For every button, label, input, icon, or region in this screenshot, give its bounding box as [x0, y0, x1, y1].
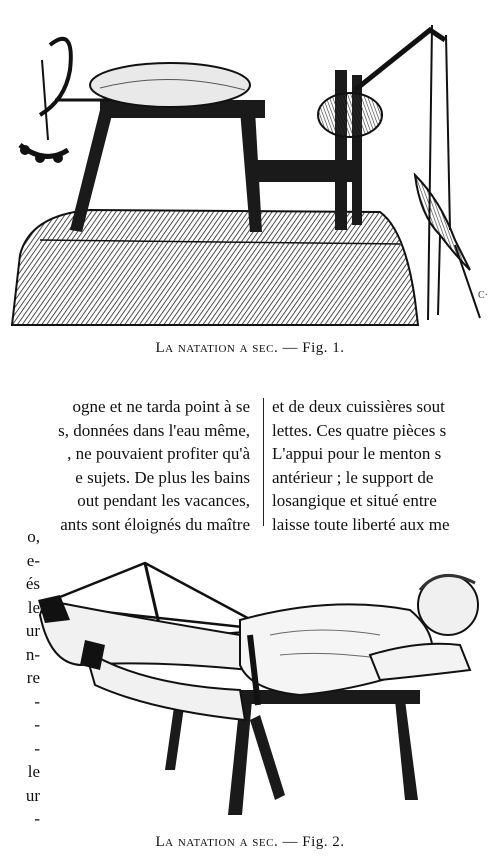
- figure-2-illustration: [0, 545, 500, 825]
- figure-1-illustration: [0, 0, 500, 330]
- text-line: laisse toute liberté aux me: [272, 514, 450, 534]
- text-line: lettes. Ces quatre pièces s: [272, 420, 447, 440]
- text-fragment: re: [26, 668, 40, 687]
- text-line: et de deux cuissières sout: [272, 397, 445, 416]
- text-fragment: ur: [25, 621, 40, 640]
- text-fragment: ur: [25, 785, 40, 805]
- column-divider: [263, 398, 264, 526]
- text-fragment: -: [34, 715, 40, 734]
- figure-2-caption-number: — Fig. 2.: [282, 834, 345, 850]
- figure-2-caption: [0, 834, 500, 851]
- text-line: , ne pouvaient profiter qu'à: [67, 444, 250, 463]
- text-line: antérieur ; le support de: [272, 467, 434, 487]
- text-line: e sujets. De plus les bains: [75, 467, 250, 487]
- text-column-left: [0, 395, 250, 536]
- text-fragment: -: [34, 809, 40, 828]
- text-line: ogne et ne tarda point à se: [72, 397, 250, 416]
- figure-1-caption: [0, 340, 500, 357]
- figure-1-caption-title: La natation a sec.: [155, 340, 279, 356]
- text-fragment: -: [34, 738, 40, 758]
- figure-2-drawing: [0, 545, 500, 825]
- text-fragment: le: [27, 597, 40, 617]
- text-line: ants sont éloignés du maître: [60, 514, 250, 534]
- figure-1-caption-number: — Fig. 1.: [282, 340, 345, 356]
- figure-2-caption-title: La natation a sec.: [155, 834, 279, 850]
- text-fragment: le: [27, 762, 40, 781]
- text-line: s, données dans l'eau même,: [58, 420, 250, 440]
- text-column-right: [272, 395, 500, 536]
- text-fragment: n-: [25, 644, 40, 664]
- text-line: L'appui pour le menton s: [272, 444, 442, 463]
- figure-1-drawing: [0, 0, 500, 330]
- text-line: out pendant les vacances,: [77, 491, 250, 510]
- text-fragment: és: [25, 574, 40, 593]
- text-fragment: -: [34, 691, 40, 711]
- svg-text:C·: C·: [478, 290, 488, 301]
- text-fragment: e-: [26, 550, 40, 570]
- text-fragment: o,: [27, 527, 40, 546]
- text-line: losangique et situé entre: [272, 491, 437, 510]
